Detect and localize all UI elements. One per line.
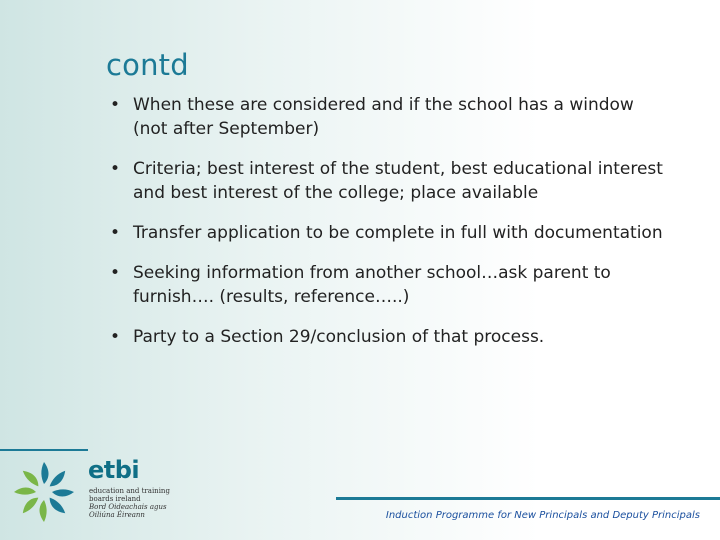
footer-text: Induction Programme for New Principals and Deputy Principals bbox=[385, 510, 700, 521]
slide-title: contd bbox=[106, 48, 189, 82]
bullet-symbol: • bbox=[110, 159, 121, 179]
bullet-symbol: • bbox=[110, 95, 121, 115]
footer-divider bbox=[336, 497, 720, 500]
bullet-text: Seeking information from another school…ask parent to furnish…. (results, reference…..) bbox=[133, 263, 611, 307]
logo-divider bbox=[0, 449, 88, 451]
bullet-item bbox=[110, 261, 670, 309]
logo-tagline-line: education and training bbox=[89, 487, 170, 495]
bullet-item bbox=[110, 93, 670, 141]
bullet-text: Transfer application to be complete in full with documentation bbox=[133, 223, 663, 243]
bullet-list bbox=[110, 93, 670, 365]
logo-wordmark: etbi bbox=[88, 456, 140, 484]
logo-tagline-line: Oiliúna Éireann bbox=[89, 511, 145, 519]
logo-tagline-line: boards ireland bbox=[89, 495, 141, 503]
bullet-symbol: • bbox=[110, 327, 121, 347]
bullet-item bbox=[110, 221, 670, 245]
bullet-symbol: • bbox=[110, 223, 121, 243]
bullet-item bbox=[110, 325, 670, 349]
logo-tagline-line: Bord Oideachais agus bbox=[89, 503, 167, 511]
bullet-text: When these are considered and if the school has a window (not after September) bbox=[133, 95, 634, 139]
bullet-symbol: • bbox=[110, 263, 121, 283]
bullet-text: Party to a Section 29/conclusion of that process. bbox=[133, 327, 545, 347]
bullet-item bbox=[110, 157, 670, 205]
bullet-text: Criteria; best interest of the student, best educational interest and best interest of the college; place available bbox=[133, 159, 663, 203]
logo-tagline bbox=[89, 487, 199, 519]
etbi-logo-swirl-icon bbox=[8, 456, 80, 528]
